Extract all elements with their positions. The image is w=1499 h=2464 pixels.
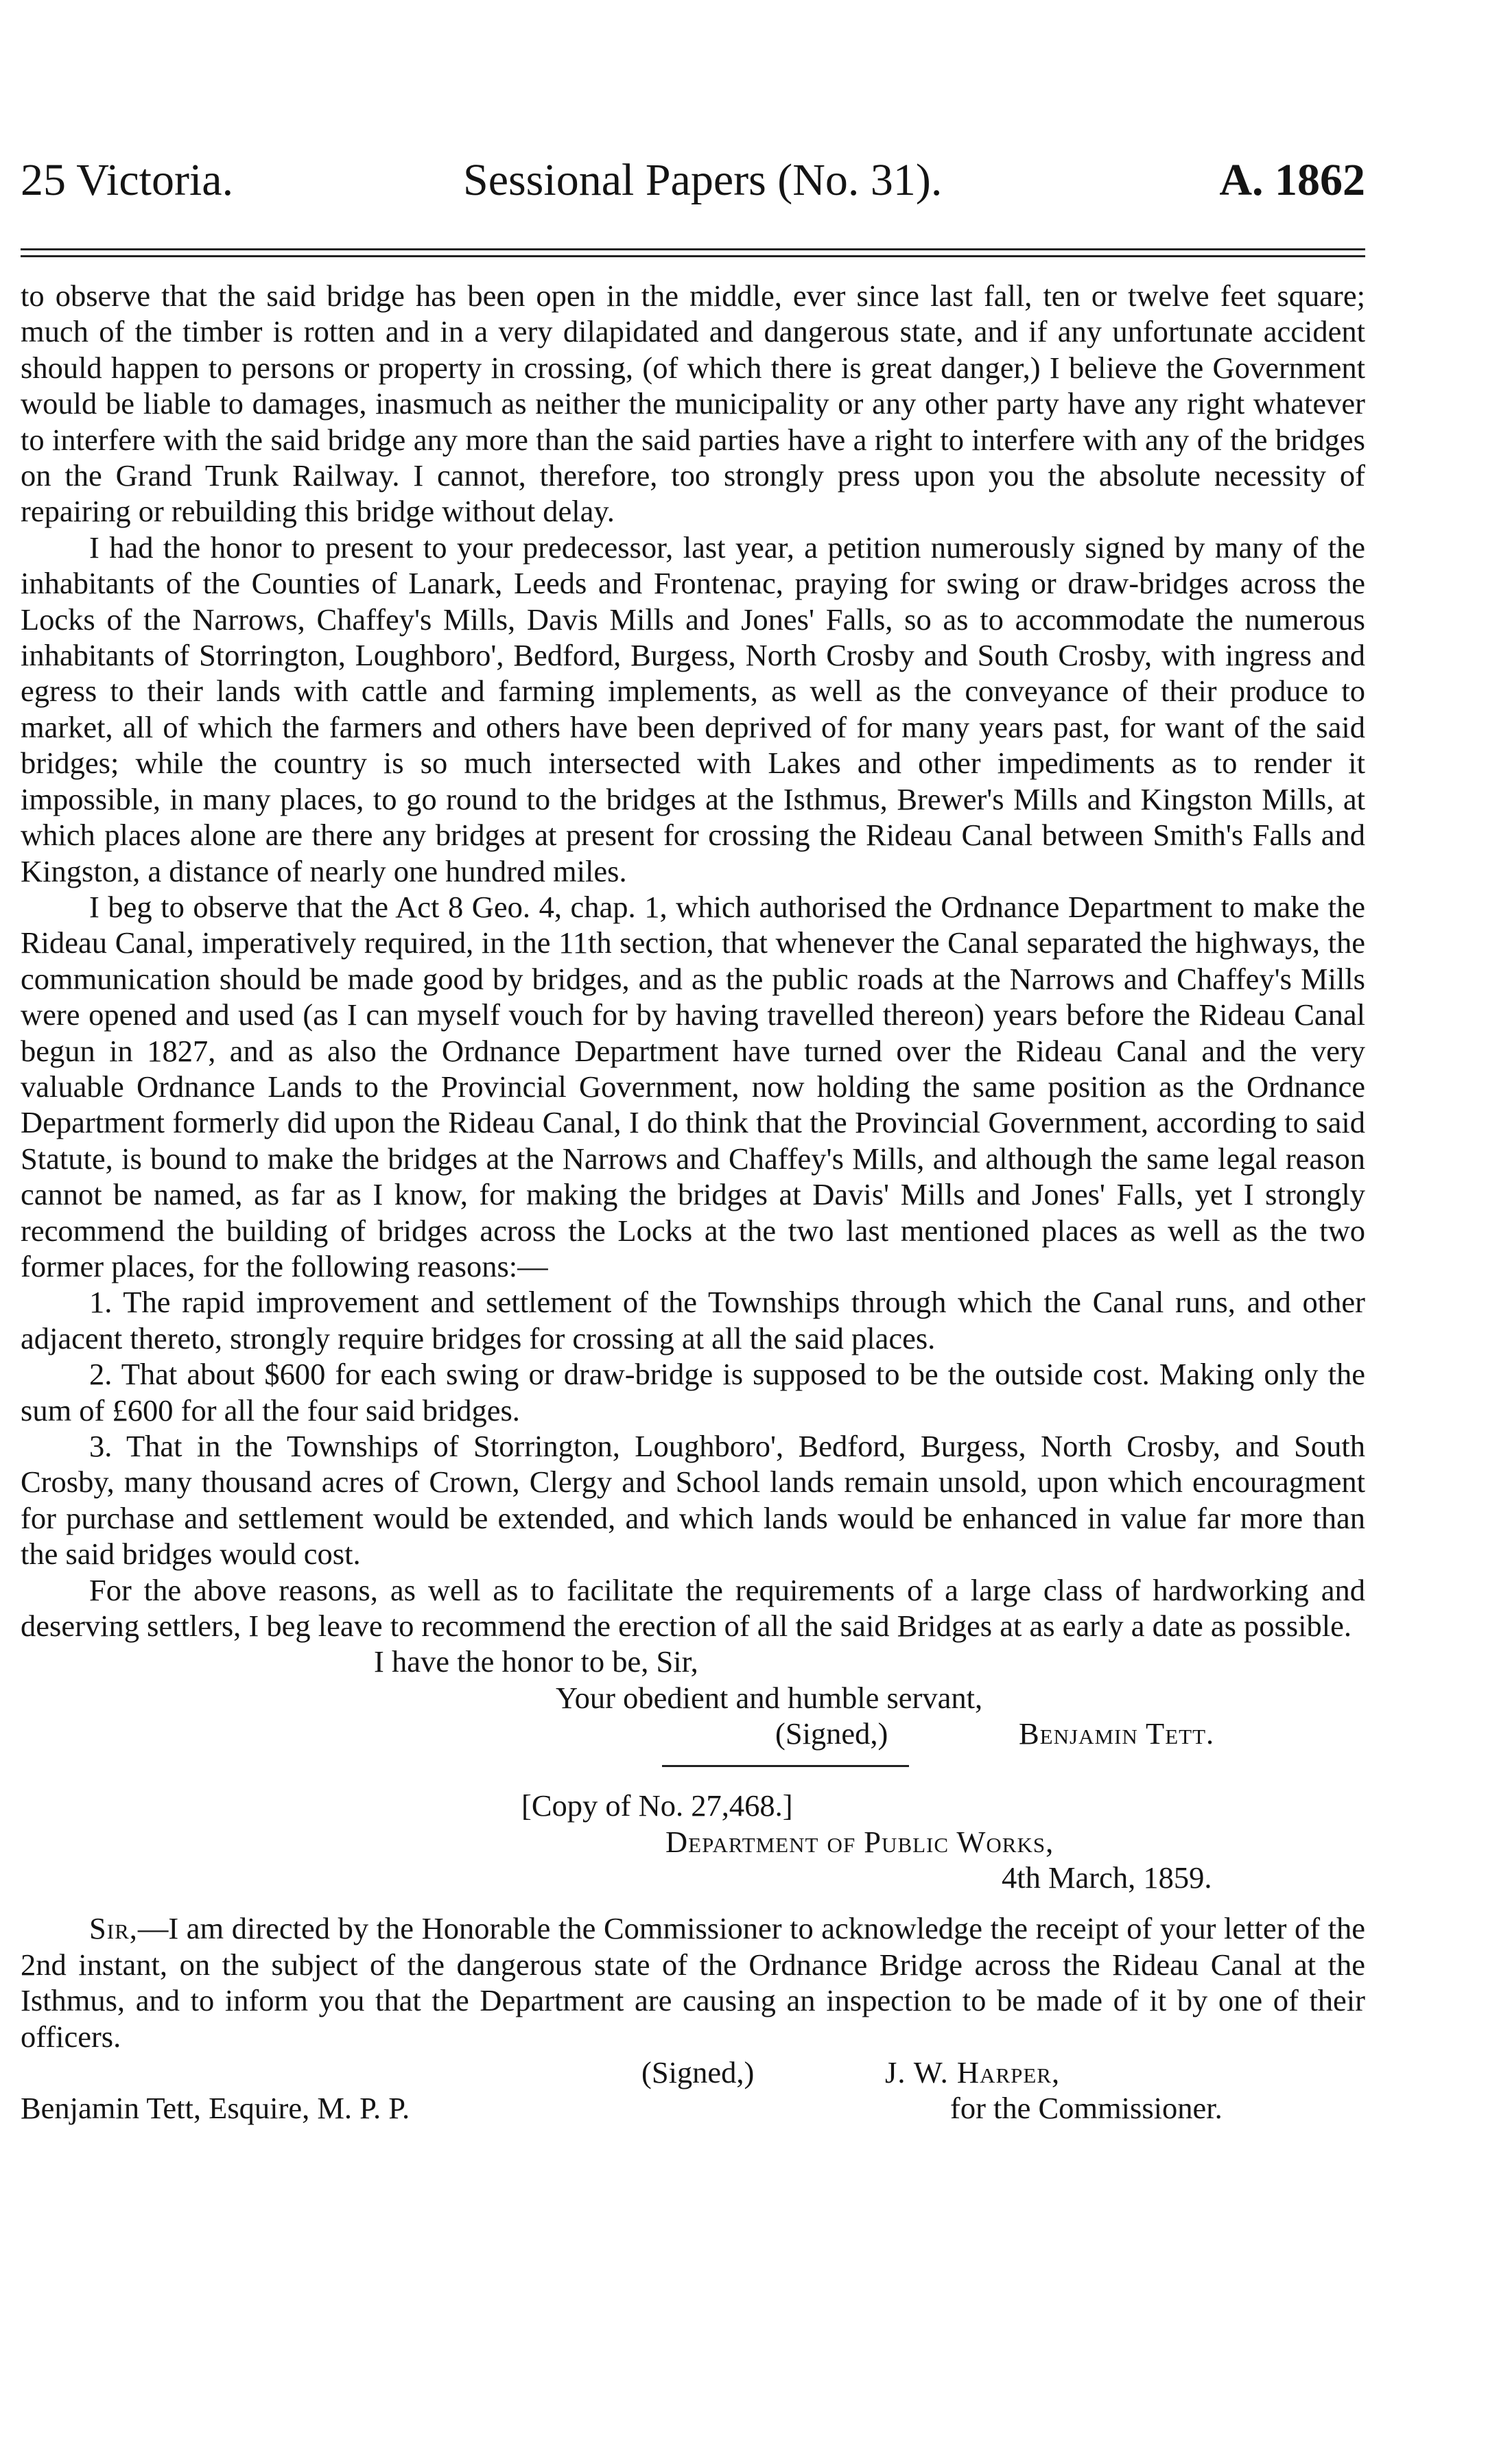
closing-line-2: Your obedient and humble servant, bbox=[556, 1680, 983, 1715]
header-rule-top bbox=[21, 248, 1365, 250]
paragraph-petition: I had the honor to present to your predecessor, last year, a petition numerously signed by many of the inhabitants of the Counties of Lanark, Leeds and Frontenac, praying for swing or draw-bridges across the Locks of the Narrows, Chaffey's Mills, Davis Mills and Jones' Falls, so as to accommodate the numerous inhabitants of Storrington, Loughboro', Bedford, Burgess, North Crosby and South Crosby, with ingress and egress to their lands with cattle and farming implements, as well as the conveyance of their produce to market, all of which the farmers and others have been deprived of for many years past, for want of the said bridges; while the country is so much intersected with Lakes and other impediments as to render it impossible, in many places, to go round to the bridges at the Isthmus, Brewer's Mills and Kingston Mills, at which places alone are there any bridges at present for crossing the Rideau Canal between Smith's Falls and Kingston, a distance of nearly one hundred miles. bbox=[21, 530, 1365, 888]
reply-signature bbox=[21, 2054, 1365, 2090]
copy-heading: [Copy of No. 27,468.] bbox=[521, 1788, 793, 1823]
page-header bbox=[21, 154, 1365, 216]
closing-signature bbox=[21, 1716, 1365, 1751]
letter-date: 4th March, 1859. bbox=[1002, 1860, 1212, 1895]
header-rule-bottom bbox=[21, 255, 1365, 257]
reply-signed-label: (Signed,) bbox=[641, 2055, 755, 2090]
salutation: Sir, bbox=[89, 1911, 138, 1946]
reason-2: 2. That about $600 for each swing or draw-bridge is supposed to be the outside cost. Making only the sum of £600 for all the four said bridges. bbox=[21, 1357, 1365, 1428]
reply-letter bbox=[21, 1910, 1365, 2054]
signer-name: Benjamin Tett. bbox=[1019, 1716, 1215, 1751]
department-name: Department of Public Works, bbox=[665, 1824, 1054, 1859]
header-session: 25 Victoria. bbox=[21, 155, 234, 205]
signed-label: (Signed,) bbox=[775, 1716, 888, 1751]
section-divider bbox=[662, 1765, 909, 1767]
paragraph-conclusion: For the above reasons, as well as to facilitate the requirements of a large class of hardworking and deserving settlers, I beg leave to recommend the erection of all the said Bridges at as early a date as possible. bbox=[21, 1572, 1365, 1644]
paragraph-statute: I beg to observe that the Act 8 Geo. 4, chap. 1, which authorised the Ordnance Department to make the Rideau Canal, imperatively required, in the 11th section, that whenever the Canal separated the highways, the communication should be made good by bridges, and as the public roads at the Narrows and Chaffey's Mills were opened and used (as I can myself vouch for by having travelled thereon) years before the Rideau Canal begun in 1827, and as also the Ordnance Department have turned over the Rideau Canal and the very valuable Ordnance Lands to the Provincial Government, now holding the same position as the Ordnance Department formerly did upon the Rideau Canal, I do think that the Provincial Government, according to said Statute, is bound to make the bridges at the Narrows and Chaffey's Mills, and although the same legal reason cannot be named, as far as I know, for making the bridges at Davis' Mills and Jones' Falls, yet I strongly recommend the building of bridges across the Locks at the two last mentioned places as well as the two former places, for the following reasons:— bbox=[21, 889, 1365, 1283]
reason-3: 3. That in the Townships of Storrington, Loughboro', Bedford, Burgess, North Crosby, and South Crosby, many thousand acres of Crown, Clergy and School lands remain unsold, upon which encouragment for purchase and settlement would be extended, and which lands would be enhanced in value far more than the said bridges would cost. bbox=[21, 1429, 1365, 1572]
signer-title: for the Commissioner. bbox=[950, 2091, 1223, 2126]
addressee: Benjamin Tett, Esquire, M. P. P. bbox=[21, 2091, 410, 2126]
reply-signer-name: J. W. Harper, bbox=[885, 2055, 1061, 2090]
closing-line-1: I have the honor to be, Sir, bbox=[374, 1644, 698, 1679]
document-body bbox=[21, 278, 1365, 2126]
reply-footer bbox=[21, 2090, 1365, 2126]
header-year: A. 1862 bbox=[1219, 155, 1365, 205]
paragraph-continuation: to observe that the said bridge has been open in the middle, ever since last fall, ten or twelve feet square; much of the timber is rotten and in a very dilapidated and dangerous state, and if any unfortunate accident should happen to persons or property in crossing, (of which there is great danger,) I believe the Government would be liable to damages, inasmuch as neither the municipality or any other party have any right whatever to interfere with the said bridge any more than the said parties have a right to interfere with any of the bridges on the Grand Trunk Railway. I cannot, therefore, too strongly press upon you the absolute necessity of repairing or rebuilding this bridge without delay. bbox=[21, 279, 1365, 529]
reason-1: 1. The rapid improvement and settlement of the Townships through which the Canal runs, and other adjacent thereto, strongly require bridges for crossing at all the said places. bbox=[21, 1285, 1365, 1355]
reply-letter-text: —I am directed by the Honorable the Commissioner to acknowledge the receipt of your letter of the 2nd instant, on the subject of the dangerous state of the Ordnance Bridge across the Rideau Canal at the Isthmus, and to inform you that the Department are causing an inspection to be made of it by one of their officers. bbox=[21, 1911, 1365, 2054]
header-title: Sessional Papers (No. 31). bbox=[463, 155, 943, 205]
